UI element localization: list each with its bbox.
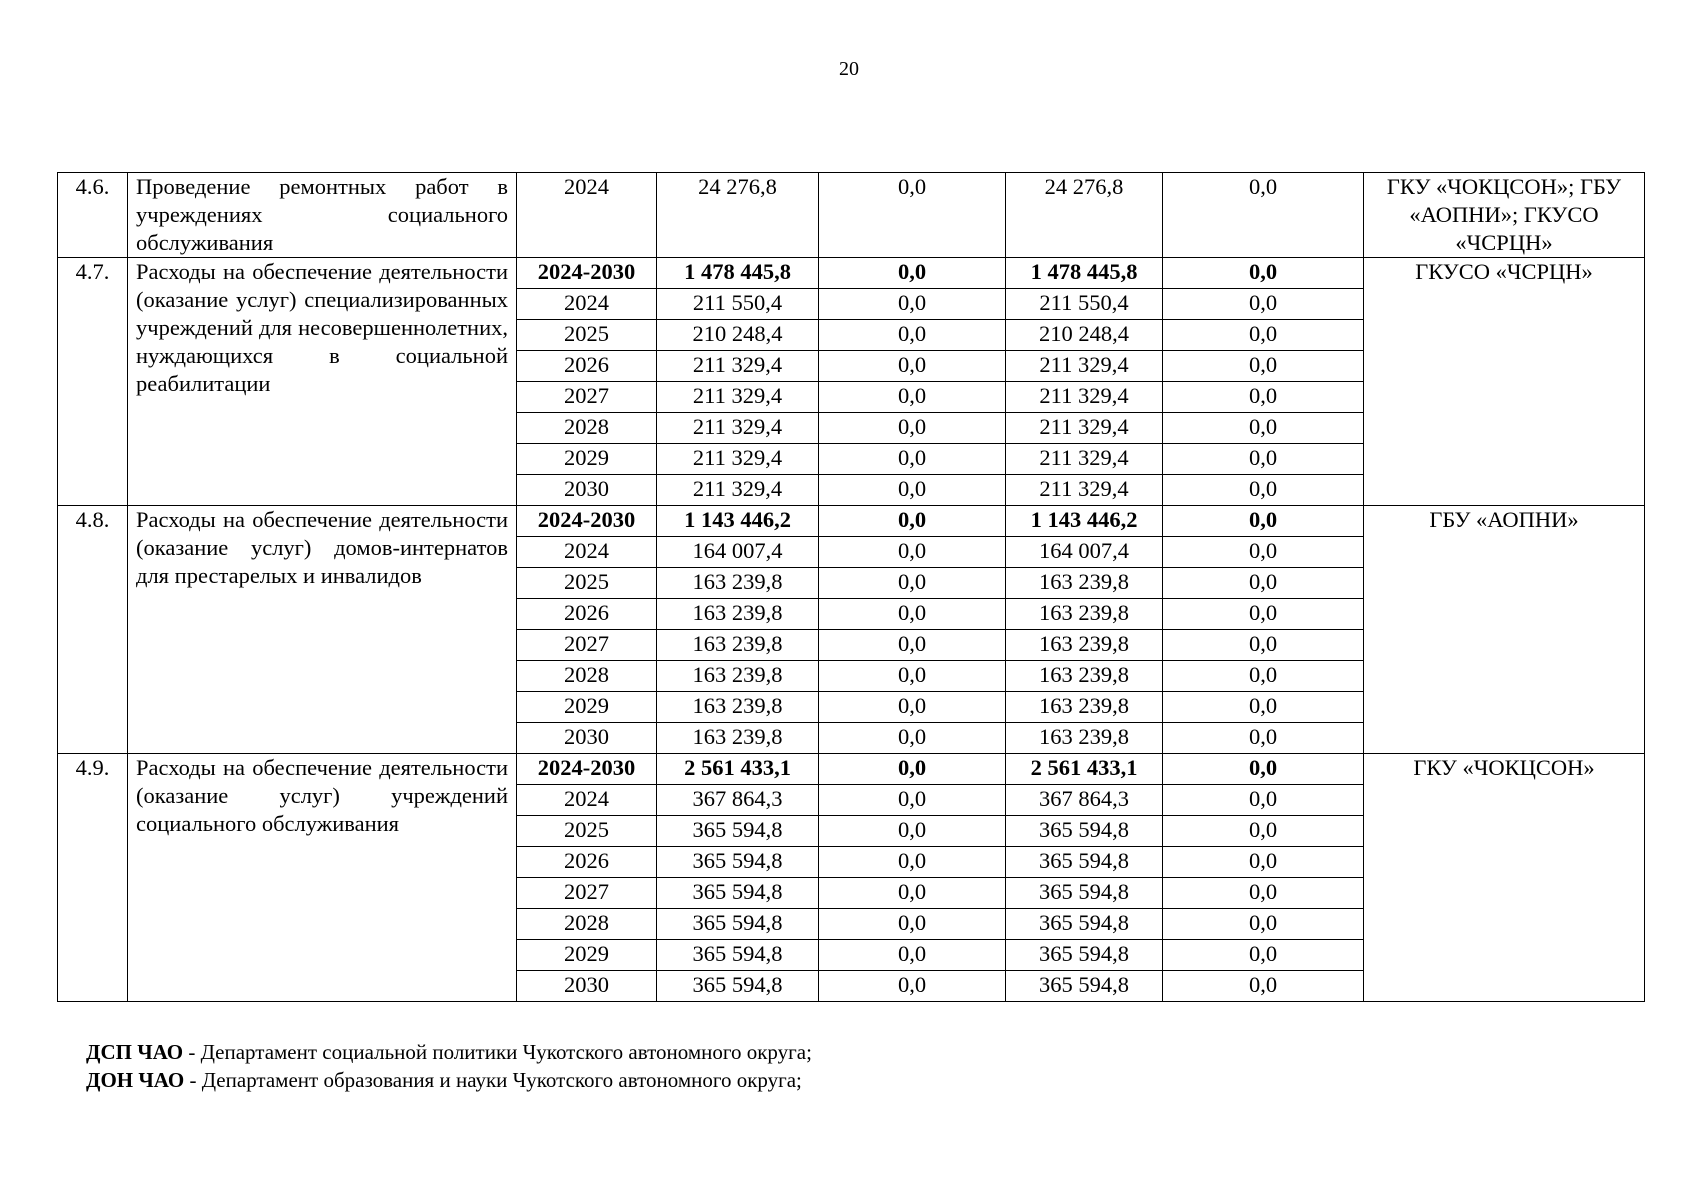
amount-total-cell: 164 007,4 (657, 537, 819, 568)
budget-table (57, 172, 1645, 1002)
amount-total-cell: 365 594,8 (657, 909, 819, 940)
section-number-cell: 4.6. (58, 173, 128, 258)
footnotes (86, 1038, 812, 1094)
executor-cell: ГКУСО «ЧСРЦН» (1364, 258, 1645, 506)
amount-federal-cell: 0,0 (819, 351, 1006, 382)
amount-federal-cell: 0,0 (819, 630, 1006, 661)
amount-regional-cell: 163 239,8 (1006, 630, 1163, 661)
amount-federal-cell: 0,0 (819, 258, 1006, 289)
executor-cell: ГКУ «ЧОКЦСОН»; ГБУ «АОПНИ»; ГКУСО «ЧСРЦН» (1364, 173, 1645, 258)
amount-total-cell: 211 329,4 (657, 413, 819, 444)
year-cell: 2029 (517, 692, 657, 723)
amount-regional-cell: 2 561 433,1 (1006, 754, 1163, 785)
year-cell: 2030 (517, 971, 657, 1002)
amount-regional-cell: 365 594,8 (1006, 878, 1163, 909)
footnote-text: - Департамент социальной политики Чукотского автономного округа; (183, 1040, 812, 1064)
amount-federal-cell: 0,0 (819, 537, 1006, 568)
year-cell: 2028 (517, 909, 657, 940)
amount-regional-cell: 164 007,4 (1006, 537, 1163, 568)
section-number-cell: 4.8. (58, 506, 128, 754)
year-cell: 2024-2030 (517, 754, 657, 785)
amount-other-cell: 0,0 (1163, 940, 1364, 971)
amount-total-cell: 367 864,3 (657, 785, 819, 816)
amount-other-cell: 0,0 (1163, 475, 1364, 506)
amount-other-cell: 0,0 (1163, 320, 1364, 351)
amount-regional-cell: 24 276,8 (1006, 173, 1163, 258)
amount-total-cell: 163 239,8 (657, 630, 819, 661)
amount-other-cell: 0,0 (1163, 661, 1364, 692)
amount-other-cell: 0,0 (1163, 506, 1364, 537)
table-row (58, 754, 1645, 785)
amount-federal-cell: 0,0 (819, 444, 1006, 475)
amount-federal-cell: 0,0 (819, 413, 1006, 444)
amount-other-cell: 0,0 (1163, 351, 1364, 382)
year-cell: 2028 (517, 413, 657, 444)
amount-regional-cell: 163 239,8 (1006, 692, 1163, 723)
section-title-cell: Расходы на обеспечение деятельности (оказание услуг) домов-интернатов для престарелых и инвалидов (128, 506, 517, 754)
amount-other-cell: 0,0 (1163, 971, 1364, 1002)
amount-other-cell: 0,0 (1163, 537, 1364, 568)
amount-total-cell: 211 329,4 (657, 444, 819, 475)
amount-federal-cell: 0,0 (819, 785, 1006, 816)
amount-other-cell: 0,0 (1163, 173, 1364, 258)
amount-total-cell: 365 594,8 (657, 940, 819, 971)
footnote-text: - Департамент образования и науки Чукотского автономного округа; (184, 1068, 802, 1092)
amount-total-cell: 2 561 433,1 (657, 754, 819, 785)
amount-other-cell: 0,0 (1163, 413, 1364, 444)
year-cell: 2025 (517, 320, 657, 351)
year-cell: 2029 (517, 940, 657, 971)
amount-federal-cell: 0,0 (819, 289, 1006, 320)
amount-other-cell: 0,0 (1163, 258, 1364, 289)
amount-total-cell: 210 248,4 (657, 320, 819, 351)
amount-federal-cell: 0,0 (819, 754, 1006, 785)
amount-regional-cell: 210 248,4 (1006, 320, 1163, 351)
year-cell: 2024 (517, 173, 657, 258)
amount-federal-cell: 0,0 (819, 568, 1006, 599)
amount-regional-cell: 365 594,8 (1006, 909, 1163, 940)
amount-federal-cell: 0,0 (819, 692, 1006, 723)
amount-federal-cell: 0,0 (819, 940, 1006, 971)
year-cell: 2026 (517, 351, 657, 382)
amount-regional-cell: 1 143 446,2 (1006, 506, 1163, 537)
amount-total-cell: 365 594,8 (657, 971, 819, 1002)
amount-total-cell: 163 239,8 (657, 661, 819, 692)
amount-total-cell: 365 594,8 (657, 878, 819, 909)
year-cell: 2024-2030 (517, 506, 657, 537)
executor-cell: ГКУ «ЧОКЦСОН» (1364, 754, 1645, 1002)
amount-other-cell: 0,0 (1163, 289, 1364, 320)
year-cell: 2025 (517, 816, 657, 847)
amount-regional-cell: 211 550,4 (1006, 289, 1163, 320)
amount-regional-cell: 365 594,8 (1006, 971, 1163, 1002)
amount-other-cell: 0,0 (1163, 785, 1364, 816)
amount-other-cell: 0,0 (1163, 599, 1364, 630)
amount-federal-cell: 0,0 (819, 173, 1006, 258)
amount-total-cell: 211 329,4 (657, 382, 819, 413)
amount-regional-cell: 163 239,8 (1006, 661, 1163, 692)
amount-regional-cell: 211 329,4 (1006, 382, 1163, 413)
amount-regional-cell: 163 239,8 (1006, 723, 1163, 754)
amount-regional-cell: 211 329,4 (1006, 351, 1163, 382)
amount-regional-cell: 211 329,4 (1006, 475, 1163, 506)
amount-other-cell: 0,0 (1163, 382, 1364, 413)
amount-total-cell: 211 550,4 (657, 289, 819, 320)
amount-other-cell: 0,0 (1163, 568, 1364, 599)
year-cell: 2024 (517, 785, 657, 816)
footnote-item (86, 1038, 812, 1066)
amount-federal-cell: 0,0 (819, 320, 1006, 351)
amount-total-cell: 163 239,8 (657, 599, 819, 630)
amount-total-cell: 163 239,8 (657, 692, 819, 723)
amount-regional-cell: 163 239,8 (1006, 568, 1163, 599)
amount-regional-cell: 367 864,3 (1006, 785, 1163, 816)
amount-federal-cell: 0,0 (819, 971, 1006, 1002)
page-number: 20 (839, 58, 859, 80)
budget-table-body (58, 173, 1645, 1002)
amount-other-cell: 0,0 (1163, 444, 1364, 475)
year-cell: 2027 (517, 382, 657, 413)
amount-other-cell: 0,0 (1163, 878, 1364, 909)
executor-cell: ГБУ «АОПНИ» (1364, 506, 1645, 754)
table-row (58, 506, 1645, 537)
year-cell: 2028 (517, 661, 657, 692)
section-number-cell: 4.7. (58, 258, 128, 506)
year-cell: 2030 (517, 475, 657, 506)
amount-regional-cell: 211 329,4 (1006, 444, 1163, 475)
amount-federal-cell: 0,0 (819, 599, 1006, 630)
amount-other-cell: 0,0 (1163, 692, 1364, 723)
year-cell: 2030 (517, 723, 657, 754)
amount-other-cell: 0,0 (1163, 847, 1364, 878)
year-cell: 2027 (517, 630, 657, 661)
amount-federal-cell: 0,0 (819, 661, 1006, 692)
amount-federal-cell: 0,0 (819, 475, 1006, 506)
year-cell: 2029 (517, 444, 657, 475)
amount-regional-cell: 163 239,8 (1006, 599, 1163, 630)
amount-total-cell: 1 143 446,2 (657, 506, 819, 537)
amount-other-cell: 0,0 (1163, 909, 1364, 940)
amount-total-cell: 211 329,4 (657, 475, 819, 506)
amount-regional-cell: 365 594,8 (1006, 847, 1163, 878)
footnote-item (86, 1066, 812, 1094)
year-cell: 2024-2030 (517, 258, 657, 289)
table-row (58, 173, 1645, 258)
amount-other-cell: 0,0 (1163, 630, 1364, 661)
year-cell: 2024 (517, 289, 657, 320)
amount-total-cell: 365 594,8 (657, 847, 819, 878)
amount-total-cell: 163 239,8 (657, 568, 819, 599)
amount-other-cell: 0,0 (1163, 723, 1364, 754)
amount-total-cell: 163 239,8 (657, 723, 819, 754)
amount-regional-cell: 365 594,8 (1006, 940, 1163, 971)
amount-total-cell: 365 594,8 (657, 816, 819, 847)
year-cell: 2027 (517, 878, 657, 909)
footnote-abbr: ДСП ЧАО (86, 1040, 184, 1064)
section-title-cell: Проведение ремонтных работ в учреждениях социального обслуживания (128, 173, 517, 258)
amount-total-cell: 1 478 445,8 (657, 258, 819, 289)
table-row (58, 258, 1645, 289)
section-title-cell: Расходы на обеспечение деятельности (оказание услуг) учреждений социального обслуживания (128, 754, 517, 1002)
amount-other-cell: 0,0 (1163, 816, 1364, 847)
amount-federal-cell: 0,0 (819, 816, 1006, 847)
amount-regional-cell: 365 594,8 (1006, 816, 1163, 847)
section-number-cell: 4.9. (58, 754, 128, 1002)
amount-federal-cell: 0,0 (819, 878, 1006, 909)
amount-federal-cell: 0,0 (819, 723, 1006, 754)
amount-federal-cell: 0,0 (819, 506, 1006, 537)
section-title-cell: Расходы на обеспечение деятельности (оказание услуг) специализированных учреждений для несовершеннолетних, нуждающихся в социальной реабилитации (128, 258, 517, 506)
amount-federal-cell: 0,0 (819, 847, 1006, 878)
amount-regional-cell: 1 478 445,8 (1006, 258, 1163, 289)
amount-federal-cell: 0,0 (819, 909, 1006, 940)
amount-federal-cell: 0,0 (819, 382, 1006, 413)
year-cell: 2026 (517, 599, 657, 630)
year-cell: 2024 (517, 537, 657, 568)
amount-total-cell: 211 329,4 (657, 351, 819, 382)
footnote-abbr: ДОН ЧАО (86, 1068, 185, 1092)
year-cell: 2025 (517, 568, 657, 599)
amount-other-cell: 0,0 (1163, 754, 1364, 785)
amount-total-cell: 24 276,8 (657, 173, 819, 258)
year-cell: 2026 (517, 847, 657, 878)
amount-regional-cell: 211 329,4 (1006, 413, 1163, 444)
